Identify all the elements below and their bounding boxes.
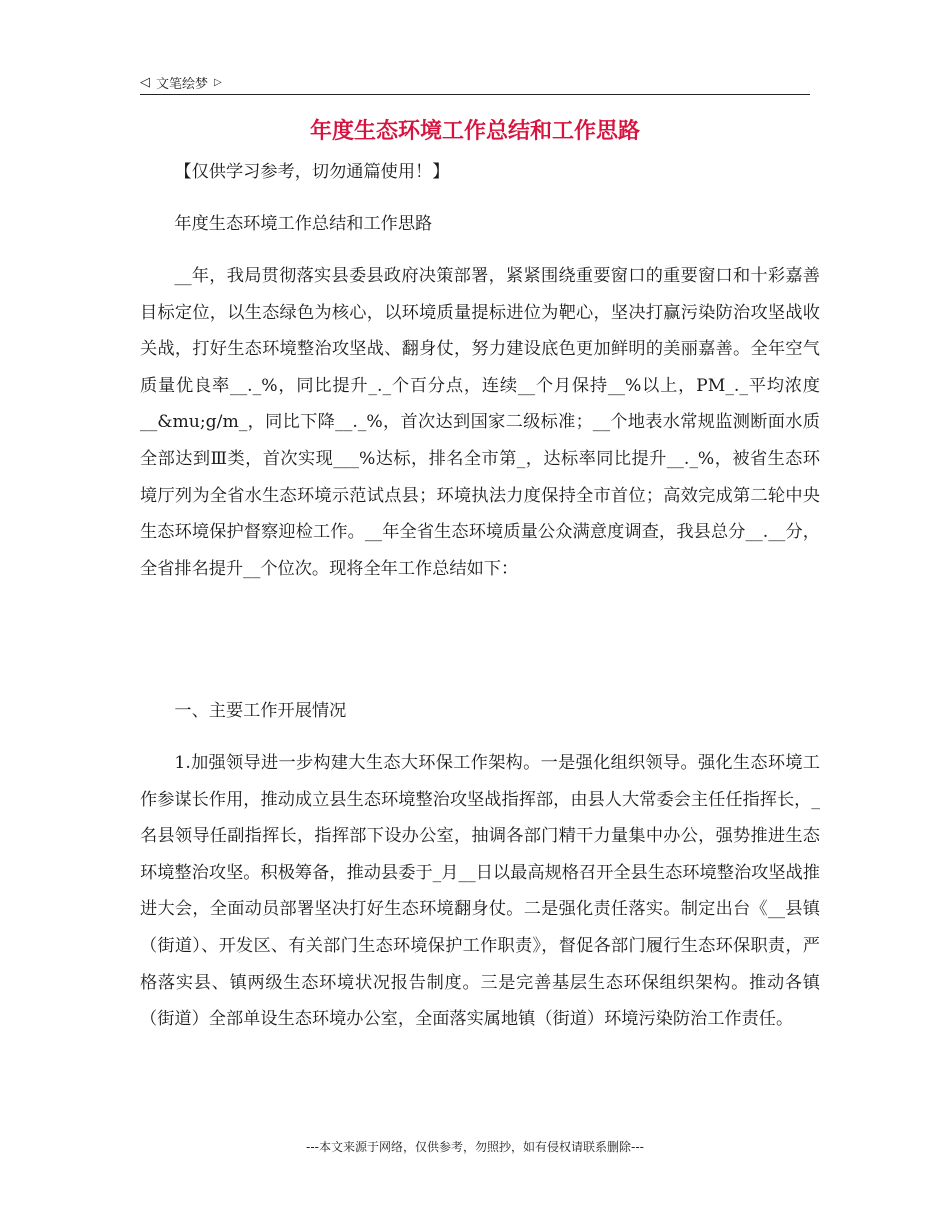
section-heading-1: 一、主要工作开展情况 <box>174 701 347 721</box>
document-title: 年度生态环境工作总结和工作思路 <box>309 119 640 144</box>
page-header <box>140 72 810 95</box>
item-1-paragraph: 1.加强领导进一步构建大生态大环保工作架构。一是强化组织领导。强化生态环境工作参谋长作用，推动成立县生态环境整治攻坚战指挥部，由县人大常委会主任任指挥长，_名县领导任副指挥长，指挥部下设办公室，抽调各部门精干力量集中办公，强势推进生态环境整治攻坚。积极筹备，推动县委于_月__日以最高规格召开全县生态环境整治攻坚战推进大会，全面动员部署坚决打好生态环境翻身仗。二是强化责任落实。制定出台《__县镇（街道）、开发区、有关部门生态环境保护工作职责》，督促各部门履行生态环保职责，严格落实县、镇两级生态环境状况报告制度。三是完善基层生态环保组织架构。推动各镇（街道）全部单设生态环境办公室，全面落实属地镇（街道）环境污染防治工作责任。 <box>140 753 820 1030</box>
notice-line: 【仅供学习参考，切勿通篇使用！】 <box>174 162 450 182</box>
brand-label: 文笔绘梦 <box>156 77 209 92</box>
document-subtitle: 年度生态环境工作总结和工作思路 <box>174 214 433 234</box>
footer-disclaimer: ---本文来源于网络，仅供参考，勿照抄，如有侵权请联系删除--- <box>306 1140 644 1154</box>
triangle-left-icon: ◁ <box>140 75 150 90</box>
triangle-right-icon: ▷ <box>214 77 222 88</box>
intro-paragraph: __年，我局贯彻落实县委县政府决策部署，紧紧围绕重要窗口的重要窗口和十彩嘉善目标定位，以生态绿色为核心，以环境质量提标进位为靶心，坚决打赢污染防治攻坚战收关战，打好生态环境整治攻坚战、翻身仗，努力建设底色更加鲜明的美丽嘉善。全年空气质量优良率__._%，同比提升_._个百分点，连续__个月保持__%以上，PM_._平均浓度__&mu;g/m_，同比下降__._%，首次达到国家二级标准；__个地表水常规监测断面水质全部达到Ⅲ类，首次实现___%达标，排名全市第_，达标率同比提升__._%，被省生态环境厅列为全省水生态环境示范试点县；环境执法力度保持全市首位；高效完成第二轮中央生态环境保护督察迎检工作。__年全省生态环境质量公众满意度调查，我县总分__.__分，全省排名提升__个位次。现将全年工作总结如下： <box>140 266 820 579</box>
header-brand <box>140 73 222 92</box>
